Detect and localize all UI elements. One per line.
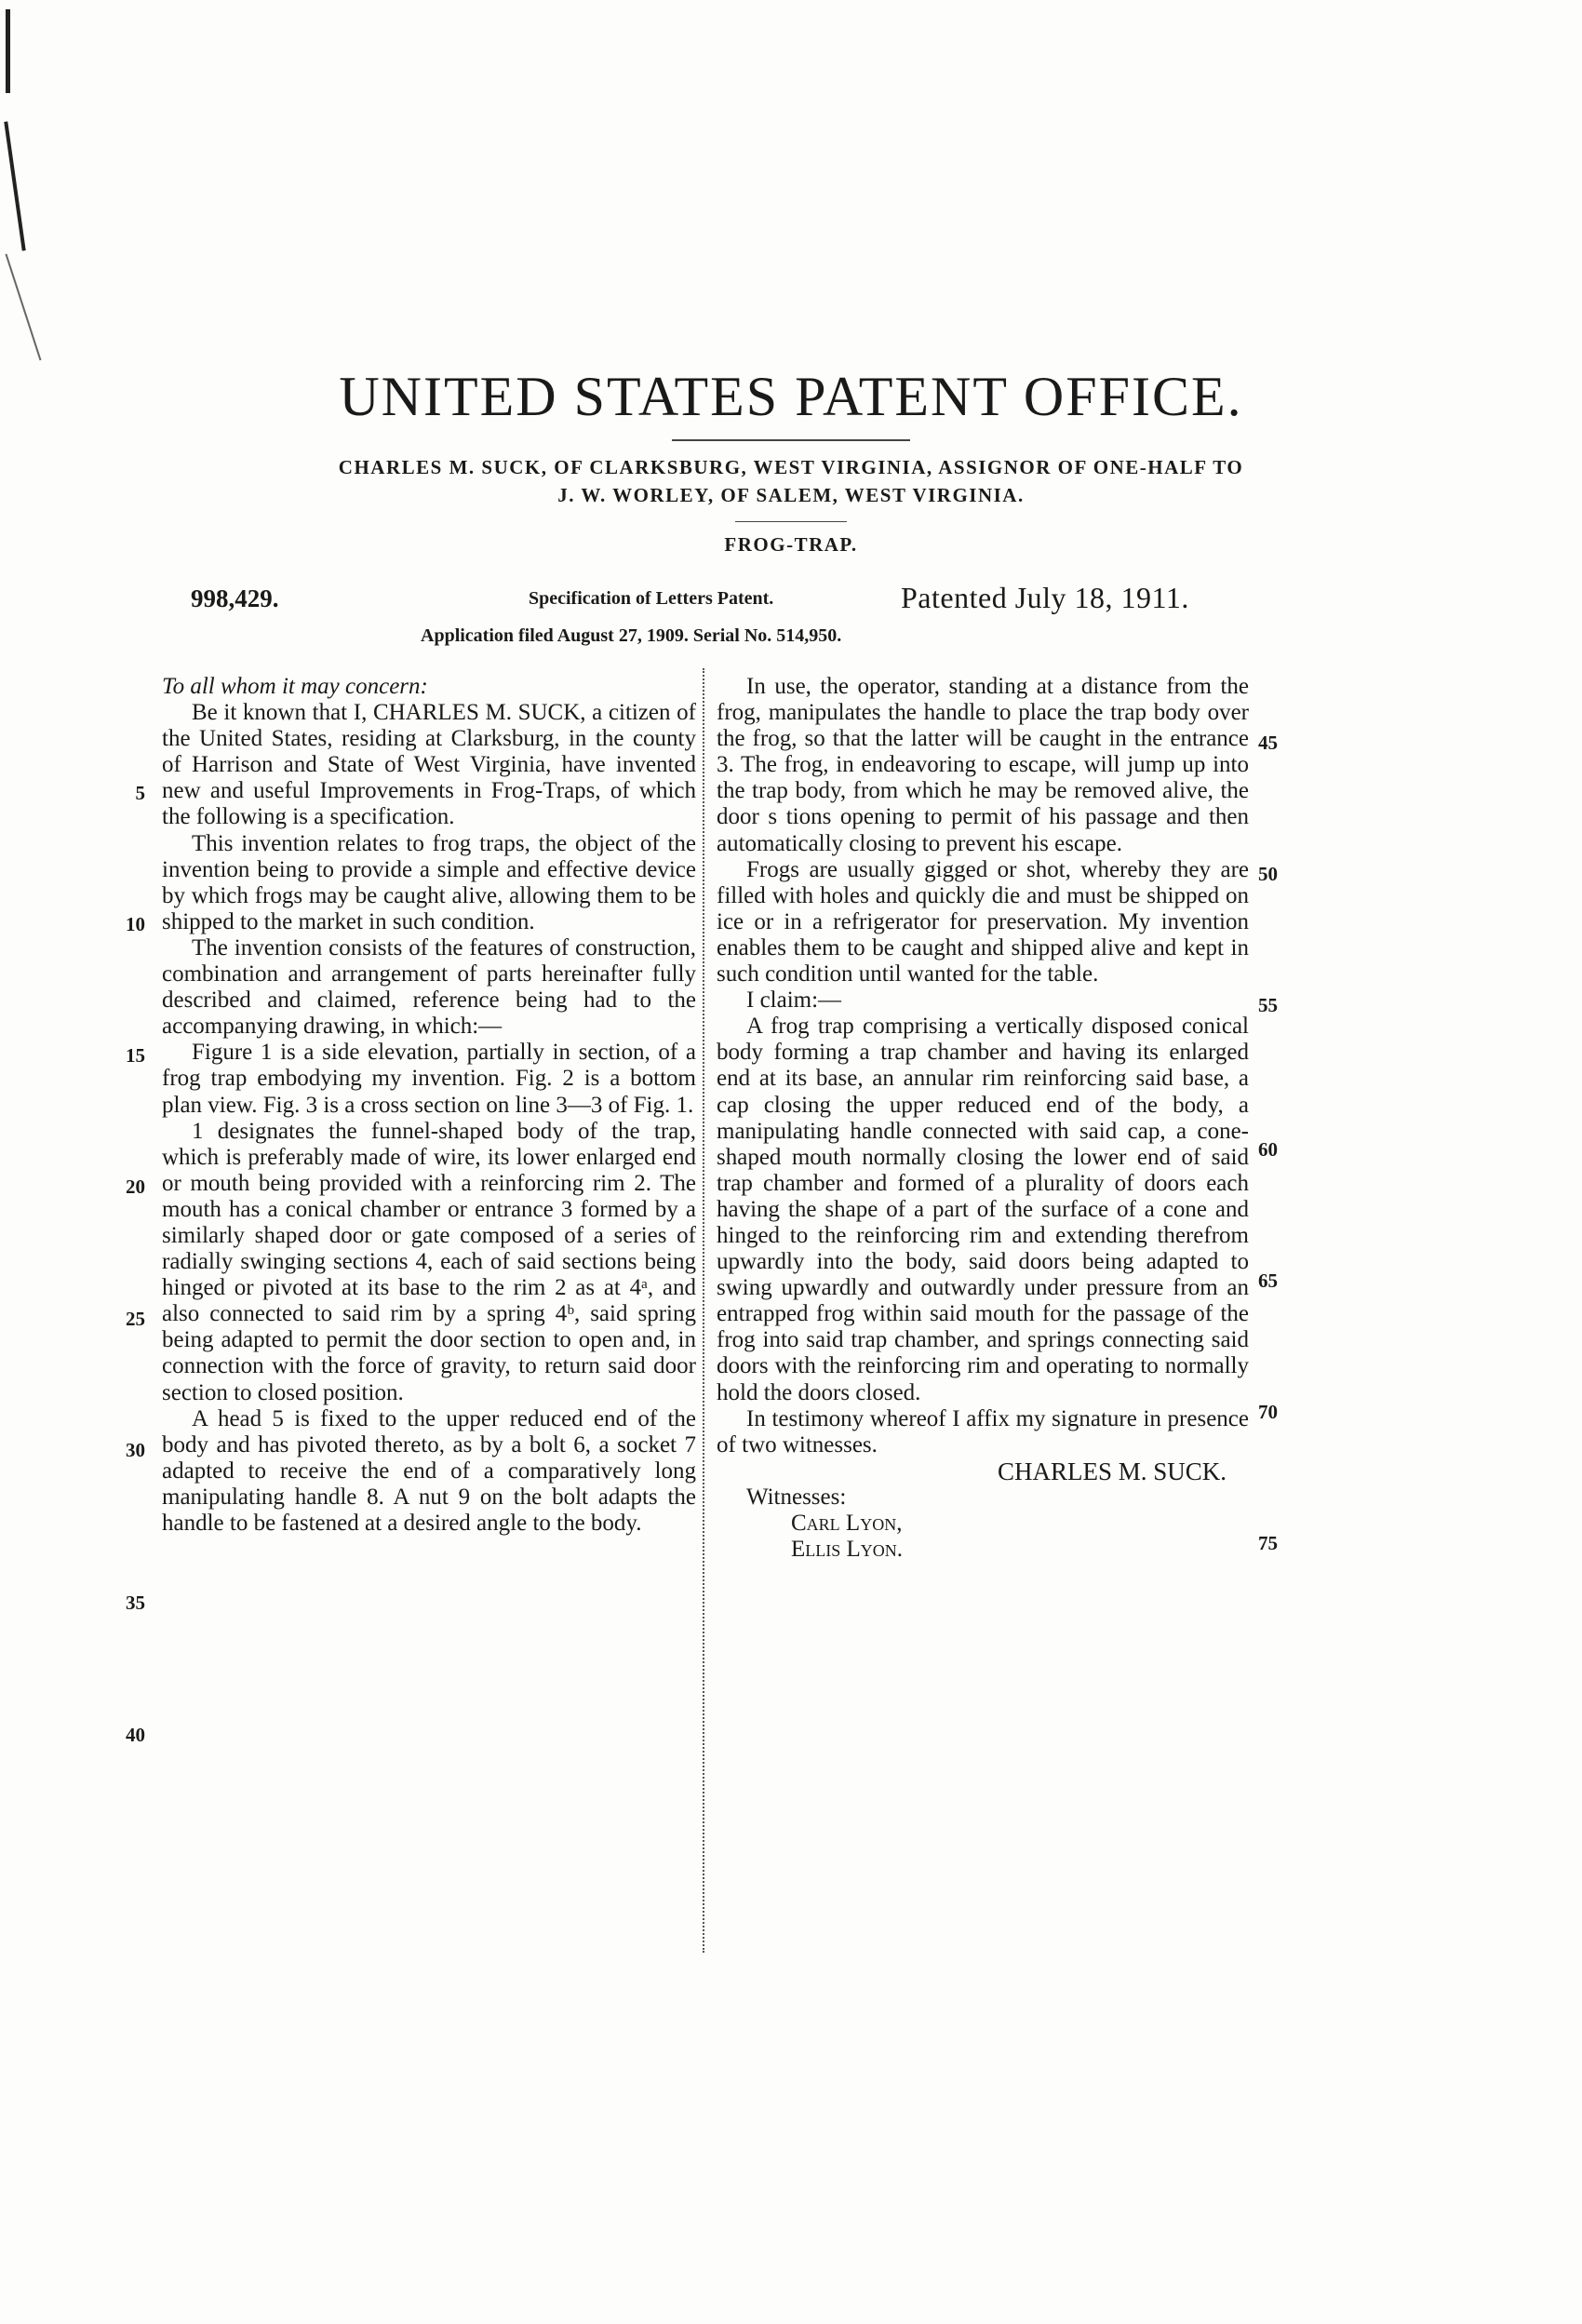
witnesses-label: Witnesses: [746,1484,847,1510]
line-number: 65 [1258,1269,1278,1292]
line-number: 75 [1258,1532,1278,1554]
paragraph: A head 5 is fixed to the upper reduced end of the body and has pivoted thereto, as by a bolt 6, a socket 7 adapted to receive the end of a comparatively long manipulating handle 8. A nut 9 on the bolt adapts the handle to be fastened at a desired angle to the body. [162,1405,696,1536]
inventor-line-2: J. W. WORLEY, OF SALEM, WEST VIRGINIA. [557,484,1025,506]
line-number: 50 [1258,863,1278,885]
scan-edge-mark [4,121,25,250]
right-column [717,674,1249,1563]
paragraph: In use, the operator, standing at a distance from the frog, manipulates the handle to place the trap body over the frog, so that the latter will be caught in the entrance 3. The frog, in endeavoring to escape, will jump up into the trap body, from which he may be removed alive, the door s tions opening to permit of his passage and then automatically closing to prevent his escape. [717,674,1249,856]
paragraph: Be it known that I, CHARLES M. SUCK, a citizen of the United States, residing at Clarksburg, in the county of Harrison and State of West Virginia, have invented new and useful Improvements in Frog-Traps, of which the following is a specification. [162,700,696,830]
title-rule [672,439,910,441]
line-number: 45 [1258,732,1278,754]
specification-label: Specification of Letters Patent. [529,588,774,609]
line-number: 5 [135,782,145,804]
salutation: To all whom it may concern: [162,674,428,699]
line-number: 60 [1258,1138,1278,1161]
line-number: 15 [126,1044,145,1067]
application-line: Application filed August 27, 1909. Serial No. 514,950. [421,625,842,646]
paragraph: 1 designates the funnel-shaped body of the trap, which is preferably made of wire, its lower enlarged end or mouth being provided with a reinforcing rim 2. The mouth has a conical chamber or entrance 3 formed by a similarly shaped door or gate composed of a series of radially swinging sections 4, each of said sections being hinged or pivoted at its base to the rim 2 as at 4ᵃ, and also connected to said rim by a spring 4ᵇ, said spring being adapted to permit the door section to open and, in connection with the force of gravity, to return said door section to closed position. [162,1118,696,1405]
paragraph: Frogs are usually gigged or shot, whereby they are filled with holes and quickly die and must be shipped on ice or in a refrigerator for preservation. My invention enables them to be caught and shipped alive and kept in such condition until wanted for the table. [717,856,1249,987]
invention-title: FROG-TRAP. [724,533,858,556]
claim-text: A frog trap comprising a vertically disposed conical body forming a trap chamber and having its enlarged end at its base, an annular rim reinforcing said base, a cap closing the upper reduced end of the body, a manipulating handle connected with said cap, a cone-shaped mouth normally closing the lower end of said trap chamber and formed of a plurality of doors each having the shape of a part of the surface of a cone and hinged to the reinforcing rim and extending therefrom upwardly into the body, said doors being adapted to swing upwardly and outwardly under pressure from an entrapped frog within said mouth for the passage of the frog into said trap chamber, and springs connecting said doors with the reinforcing rim and operating to normally hold the doors closed. [717,1014,1249,1405]
patented-date: Patented July 18, 1911. [901,581,1189,614]
testimony: In testimony whereof I affix my signature in presence of two witnesses. [717,1405,1249,1458]
line-number: 70 [1258,1401,1278,1423]
claim-intro: I claim:— [746,987,842,1014]
line-number: 10 [126,913,145,935]
line-number: 20 [126,1175,145,1198]
witness-name: Carl Lyon, [791,1511,903,1536]
line-number: 40 [126,1724,145,1746]
line-number: 25 [126,1308,145,1330]
inventor-line-1: CHARLES M. SUCK, OF CLARKSBURG, WEST VIRGINIA, ASSIGNOR OF ONE-HALF TO [338,456,1244,478]
paragraph: Figure 1 is a side elevation, partially in section, of a frog trap embodying my invention. Fig. 2 is a bottom plan view. Fig. 3 is a cross section on line 3—3 of Fig. 1. [162,1040,696,1118]
line-number: 35 [126,1592,145,1614]
office-title: UNITED STATES PATENT OFFICE. [339,366,1243,427]
scan-edge-mark [6,254,42,361]
paragraph: This invention relates to frog traps, the object of the invention being to provide a simple and effective device by which frogs may be caught alive, allowing them to be shipped to the market in such condition. [162,830,696,934]
left-column [162,674,696,1537]
line-number: 55 [1258,994,1278,1016]
line-number: 30 [126,1439,145,1461]
witness-name: Ellis Lyon. [791,1537,904,1563]
patent-number: 998,429. [191,584,279,612]
column-divider [703,668,704,1953]
section-rule [735,521,847,522]
paragraph: The invention consists of the features of construction, combination and arrangement of parts hereinafter fully described and claimed, reference being had to the accompanying drawing, in which:— [162,934,696,1040]
scan-edge-mark [6,9,10,93]
inventor-signature: CHARLES M. SUCK. [997,1457,1227,1485]
